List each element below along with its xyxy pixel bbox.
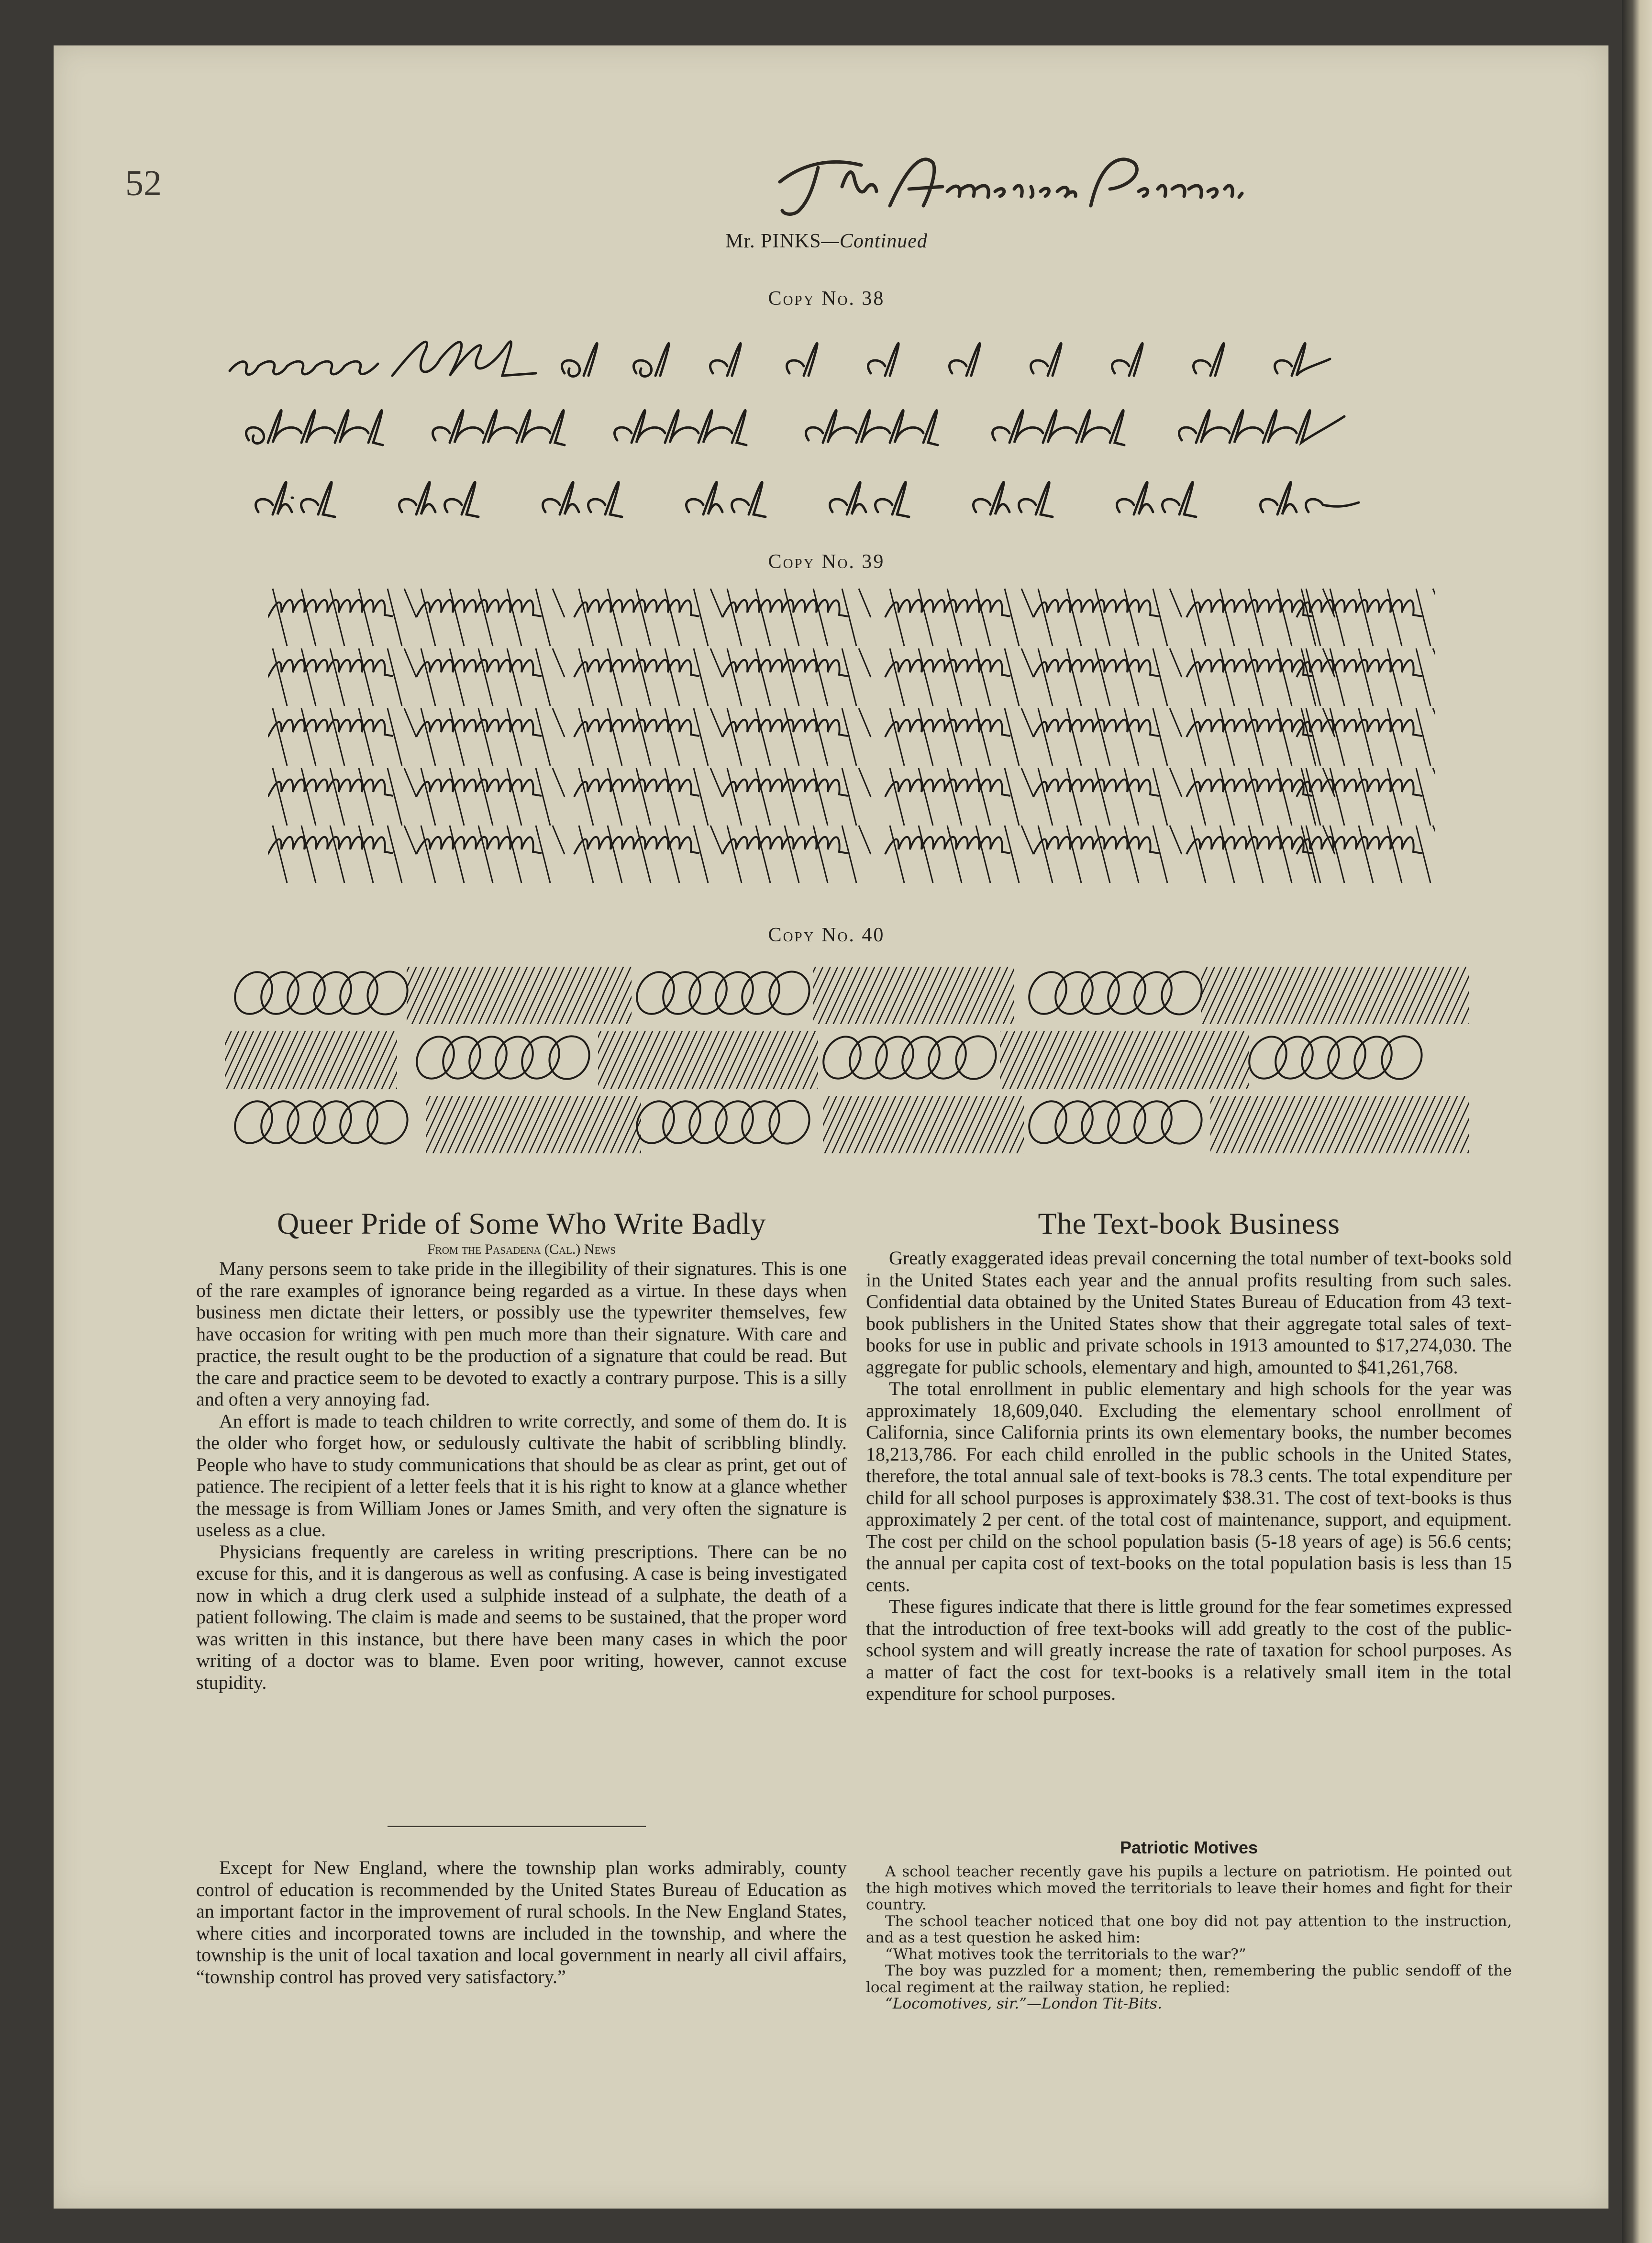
copy-39-script-plate: [268, 584, 1435, 890]
right-article: [866, 1206, 1512, 1705]
patriotic-motives-paragraph: The boy was puzzled for a moment; then, remembering the public sendoff of the local regiment at the railway station, he replied:: [866, 1962, 1512, 1996]
copy-38-label: Copy No. 38: [768, 288, 885, 310]
patriotic-motives-box: [866, 1838, 1512, 2012]
right-article-paragraph: These figures indicate that there is little ground for the fear sometimes expressed that the introduction of free text-books will add greatly to the cost of the public-school system and will greatly increase the rate of taxation for school purposes. As a matter of fact the cost for text-books is a relatively small item in the total expenditure for school purposes.: [866, 1596, 1512, 1704]
patriotic-motives-paragraph: The school teacher noticed that one boy did not pay attention to the instruction, and as a test question he asked him:: [866, 1912, 1512, 1946]
section-heading: [478, 230, 1175, 253]
left-article-paragraph: An effort is made to teach children to write correctly, and some of them do. It is the older who forget how, or sedulously cultivate the habit of scribbling blindly. People who have to study communications that should be as clear as print, get out of patience. The recipient of a letter feels that it is his right to know at a glance whether the message is from William Jones or James Smith, and very often the signature is useless as a clue.: [196, 1410, 847, 1540]
right-article-paragraph: Greatly exaggerated ideas prevail concerning the total number of text-books sold in the United States each year and the annual profits resulting from such sales. Confidential data obtained by the United States Bureau of Education from 43 text-book publishers in the United States show that their aggregate total sales of text-books for use in public and private schools in 1913 amounted to $17,274,030. The aggregate for public schools, elementary and high, amounted to $41,261,768.: [866, 1247, 1512, 1378]
left-article-title: Queer Pride of Some Who Write Badly: [277, 1206, 766, 1240]
copy-40-label: Copy No. 40: [768, 924, 885, 946]
left-article-paragraph: Many persons seem to take pride in the illegibility of their signatures. This is one of the rare examples of ignorance being regarded as a virtue. In these days when business men dictate their letters, or possibly use the typewriter themselves, few have occasion for writing with pen much more than their signature. With care and practice, the result ought to be the production of a signature that could be read. But the care and practice seem to be devoted to exactly a contrary purpose. This is a silly and often a very annoying fad.: [196, 1258, 847, 1410]
left-note: [196, 1857, 847, 1987]
left-article-paragraph: Physicians frequently are careless in writing prescriptions. There can be no excuse for this, and it is dangerous as well as confusing. A case is being investigated now in which a drug clerk used a sulphide instead of a sulphate, the death of a patient following. The claim is made and seems to be sustained, that the proper word was written in this instance, but there have been many cases in which the poor writing of a doctor was to blame. Even poor writing, however, cannot excuse stupidity.: [196, 1540, 847, 1693]
copy-38-script-plate: [220, 330, 1483, 541]
masthead-logo: [765, 144, 1249, 220]
right-article-paragraph: The total enrollment in public elementary and high schools for the year was approximately 18,609,040. Excluding the elementary school enrollment of California, since California prints its own elementary books, the number becomes 18,213,786. For each child enrolled in the public schools in the United States, therefore, the total annual sale of text-books is 78.3 cents. The total expenditure per child for all school purposes is approximately $38.31. The cost of text-books is thus approximately 2 per cent. of the total cost of maintenance, support, and equipment. The cost per child on the school population basis (5-18 years of age) is 56.6 cents; the annual per capita cost of text-books on the total population basis is less than 15 cents.: [866, 1378, 1512, 1596]
right-article-title: The Text-book Business: [1038, 1206, 1340, 1240]
copy-39-label: Copy No. 39: [768, 551, 885, 573]
section-title-suffix: —Continued: [821, 230, 928, 252]
copy-40-script-plate: [225, 964, 1478, 1170]
patriotic-motives-title: Patriotic Motives: [1120, 1838, 1258, 1857]
right-article-body: [866, 1247, 1512, 1705]
left-article-body: [196, 1258, 847, 1693]
patriotic-motives-paragraph: “What motives took the territorials to the war?”: [885, 1945, 1246, 1963]
column-divider-rule: [388, 1826, 646, 1827]
left-article-source: From the Pasadena (Cal.) News: [427, 1241, 616, 1257]
left-note-text: Except for New England, where the township plan works admirably, county control of education is recommended by the United States Bureau of Education as an important factor in the improvement of rural schools. In the New England States, where cities and incorporated towns are included in the township, and where the township is the unit of local taxation and local government in nearly all civil affairs, “township control has proved very satisfactory.”: [196, 1857, 847, 1987]
section-title: Mr. PINKS: [725, 230, 821, 252]
patriotic-motives-paragraph: “Locomotives, sir.”—London Tit-Bits.: [885, 1995, 1162, 2012]
left-article: [196, 1206, 847, 1693]
page-number: 52: [125, 163, 162, 203]
adjacent-page-edge: [1622, 0, 1652, 2243]
patriotic-motives-paragraph: A school teacher recently gave his pupils a lecture on patriotism. He pointed out the high motives which moved the territorials to leave their homes and fight for their country.: [866, 1863, 1512, 1913]
patriotic-motives-body: [866, 1864, 1512, 2012]
